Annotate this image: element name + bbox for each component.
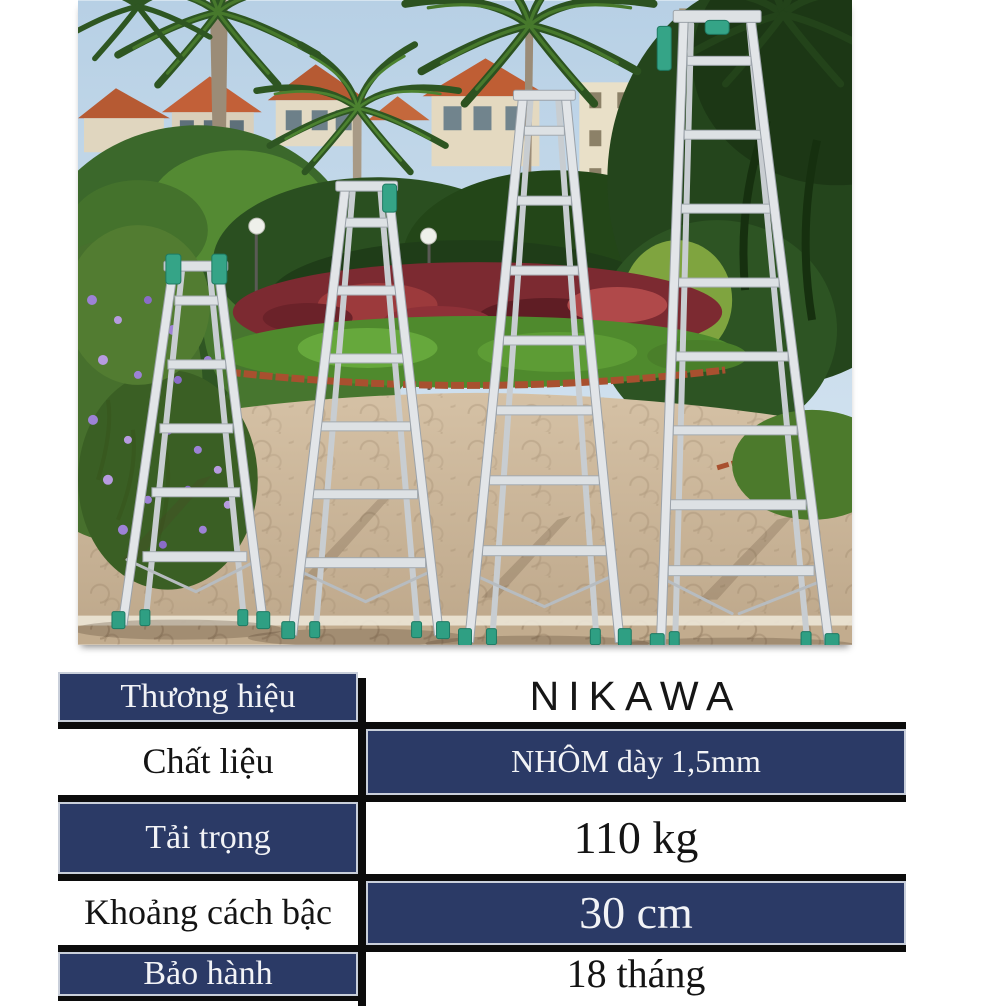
product-photo: [78, 0, 852, 645]
spec-row-warranty: [58, 952, 906, 996]
spec-row-load-capacity: [58, 802, 906, 874]
spec-row-step-distance: [58, 881, 906, 945]
ladder-foot: [825, 634, 839, 645]
ladder-foot: [282, 622, 295, 639]
green-clamp: [383, 184, 397, 212]
row-separator: [58, 795, 906, 802]
spec-label-material: [58, 729, 358, 795]
green-strap: [657, 26, 671, 70]
park-scene: [78, 0, 852, 645]
spec-label-text: Thương hiệu: [120, 678, 296, 716]
ladder-foot: [459, 629, 472, 645]
spec-label-step-distance: [58, 881, 358, 945]
table-bottom-edge: [58, 996, 360, 1001]
column-divider: [358, 678, 366, 1006]
spec-label-warranty: [58, 952, 358, 996]
brand-name: NIKAWA: [529, 673, 743, 720]
spec-table: [58, 672, 906, 1001]
green-strap-2: [212, 254, 227, 284]
spec-value-text: 30 cm: [579, 886, 693, 938]
ladder-foot: [112, 612, 125, 629]
spec-row-material: [58, 729, 906, 795]
spec-value-text: 18 tháng: [566, 951, 706, 996]
spec-label-text: Bảo hành: [143, 955, 273, 993]
spec-row-brand: [58, 672, 906, 722]
spec-value-material: [366, 729, 906, 795]
ladder-foot: [257, 612, 270, 629]
spec-value-brand: [366, 672, 906, 722]
ladder-foot: [437, 622, 450, 639]
spec-value-warranty: [366, 952, 906, 996]
spec-label-brand: [58, 672, 358, 722]
spec-label-text: Khoảng cách bậc: [84, 892, 332, 933]
spec-value-text: NHÔM dày 1,5mm: [511, 743, 761, 780]
green-strap-1: [166, 254, 181, 284]
row-separator: [58, 722, 906, 729]
row-separator: [58, 945, 906, 952]
row-separator: [58, 874, 906, 881]
ladder-foot: [650, 634, 664, 645]
ladder-foot: [618, 629, 631, 645]
spec-label-text: Tải trọng: [145, 819, 271, 857]
green-hook: [705, 20, 729, 34]
spec-label-load: [58, 802, 358, 874]
spec-value-load: [366, 802, 906, 874]
spec-label-text: Chất liệu: [142, 741, 274, 782]
spec-value-step-distance: [366, 881, 906, 945]
spec-value-text: 110 kg: [573, 811, 699, 863]
